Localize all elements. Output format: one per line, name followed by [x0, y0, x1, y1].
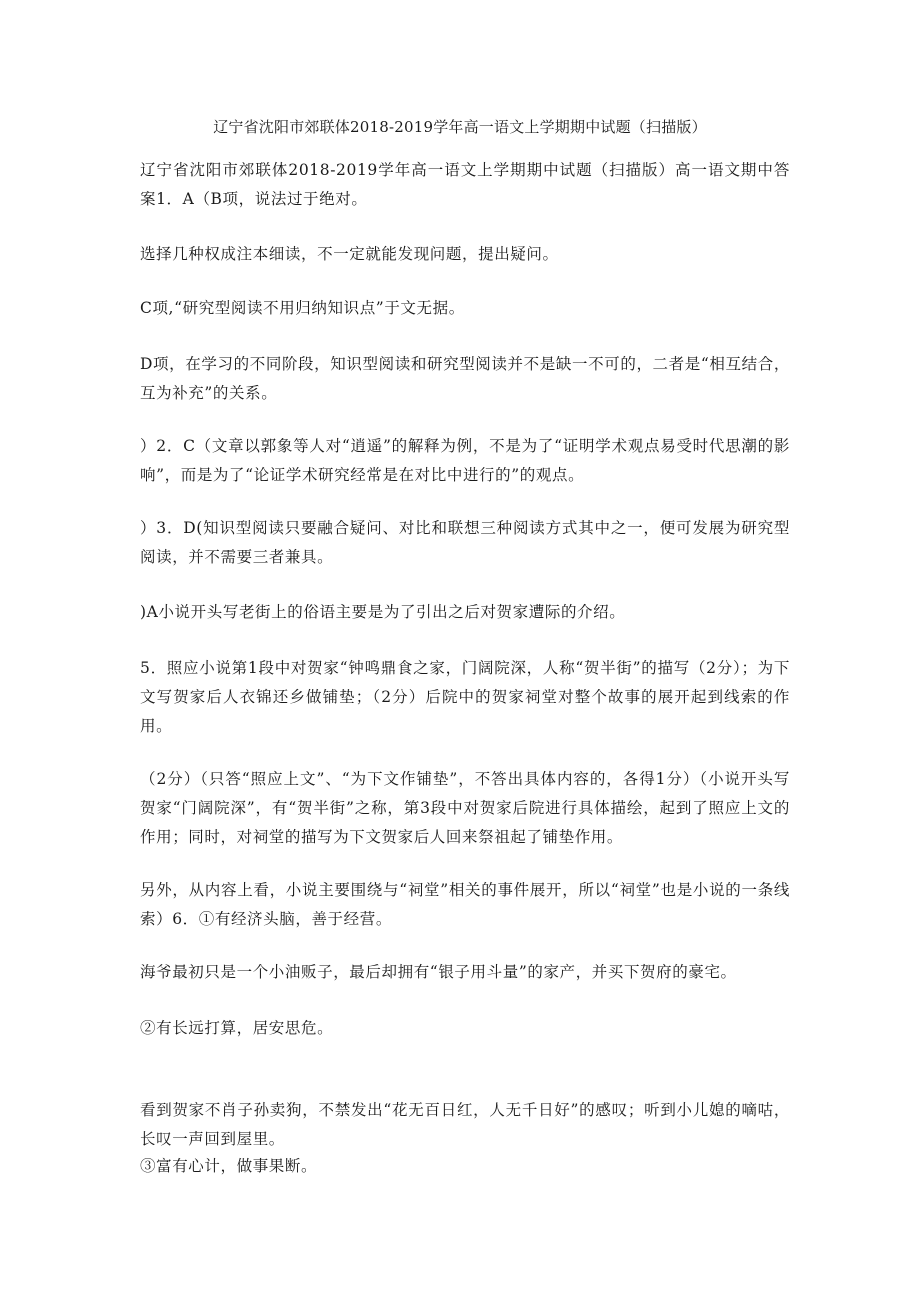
paragraph-answer-6-point-3: ③富有心计，做事果断。: [140, 1157, 318, 1175]
paragraph-answer-6-point-1: 海爷最初只是一个小油贩子，最后却拥有“银子用斗量”的家产，并买下贺府的豪宅。: [140, 963, 737, 981]
paragraph-answer-1-note: 选择几种权成注本细读，不一定就能发现问题，提出疑问。: [140, 245, 559, 263]
document-title: 辽宁省沈阳市郊联体2018-2019学年高一语文上学期期中试题（扫描版）: [213, 118, 707, 136]
paragraph-answer-3: ）3．D(知识型阅读只要融合疑问、对比和联想三种阅读方式其中之一，便可发展为研究型阅读，并不需要三者兼具。: [140, 519, 790, 566]
paragraph-answer-5: 5．照应小说第1段中对贺家“钟鸣鼎食之家，门阔院深，人称“贺半街”的描写（2分）；为下文写贺家后人衣锦还乡做铺垫；（2分）后院中的贺家祠堂对整个故事的展开起到线索的作用。: [140, 659, 790, 735]
paragraph-answer-6-point-2-detail: 看到贺家不肖子孙卖狗，不禁发出“花无百日红，人无千日好”的感叹；听到小儿媳的嘀咕，长叹一声回到屋里。: [140, 1101, 790, 1148]
paragraph-option-c: C项,“研究型阅读不用归纳知识点”于文无据。: [140, 299, 465, 317]
paragraph-answer-4: )A小说开头写老街上的俗语主要是为了引出之后对贺家遭际的介绍。: [140, 603, 626, 621]
paragraph-answer-1: 辽宁省沈阳市郊联体2018-2019学年高一语文上学期期中试题（扫描版）高一语文期中答案1．A（B项，说法过于绝对。: [140, 161, 790, 208]
paragraph-option-d: D项，在学习的不同阶段，知识型阅读和研究型阅读并不是缺一不可的，二者是“相互结合，互为补充”的关系。: [140, 355, 790, 402]
paragraph-answer-6: 另外，从内容上看，小说主要围绕与“祠堂”相关的事件展开，所以“祠堂”也是小说的一条线索）6．①有经济头脑，善于经营。: [140, 881, 790, 928]
paragraph-answer-2: ）2．C（文章以郭象等人对“逍遥”的解释为例，不是为了“证明学术观点易受时代思潮的影响”，而是为了“论证学术研究经常是在对比中进行的”的观点。: [140, 437, 790, 484]
paragraph-answer-6-point-2: ②有长远打算，居安思危。: [140, 1019, 334, 1037]
paragraph-answer-5-scoring: （2分）（只答“照应上文”、“为下文作铺垫”，不答出具体内容的，各得1分）（小说开头写贺家“门阔院深”，有“贺半街”之称，第3段中对贺家后院进行具体描绘，起到了照应上文的作用；同时，对祠堂的描写为下文贺家后人回来祭祖起了铺垫作用。: [140, 770, 790, 846]
